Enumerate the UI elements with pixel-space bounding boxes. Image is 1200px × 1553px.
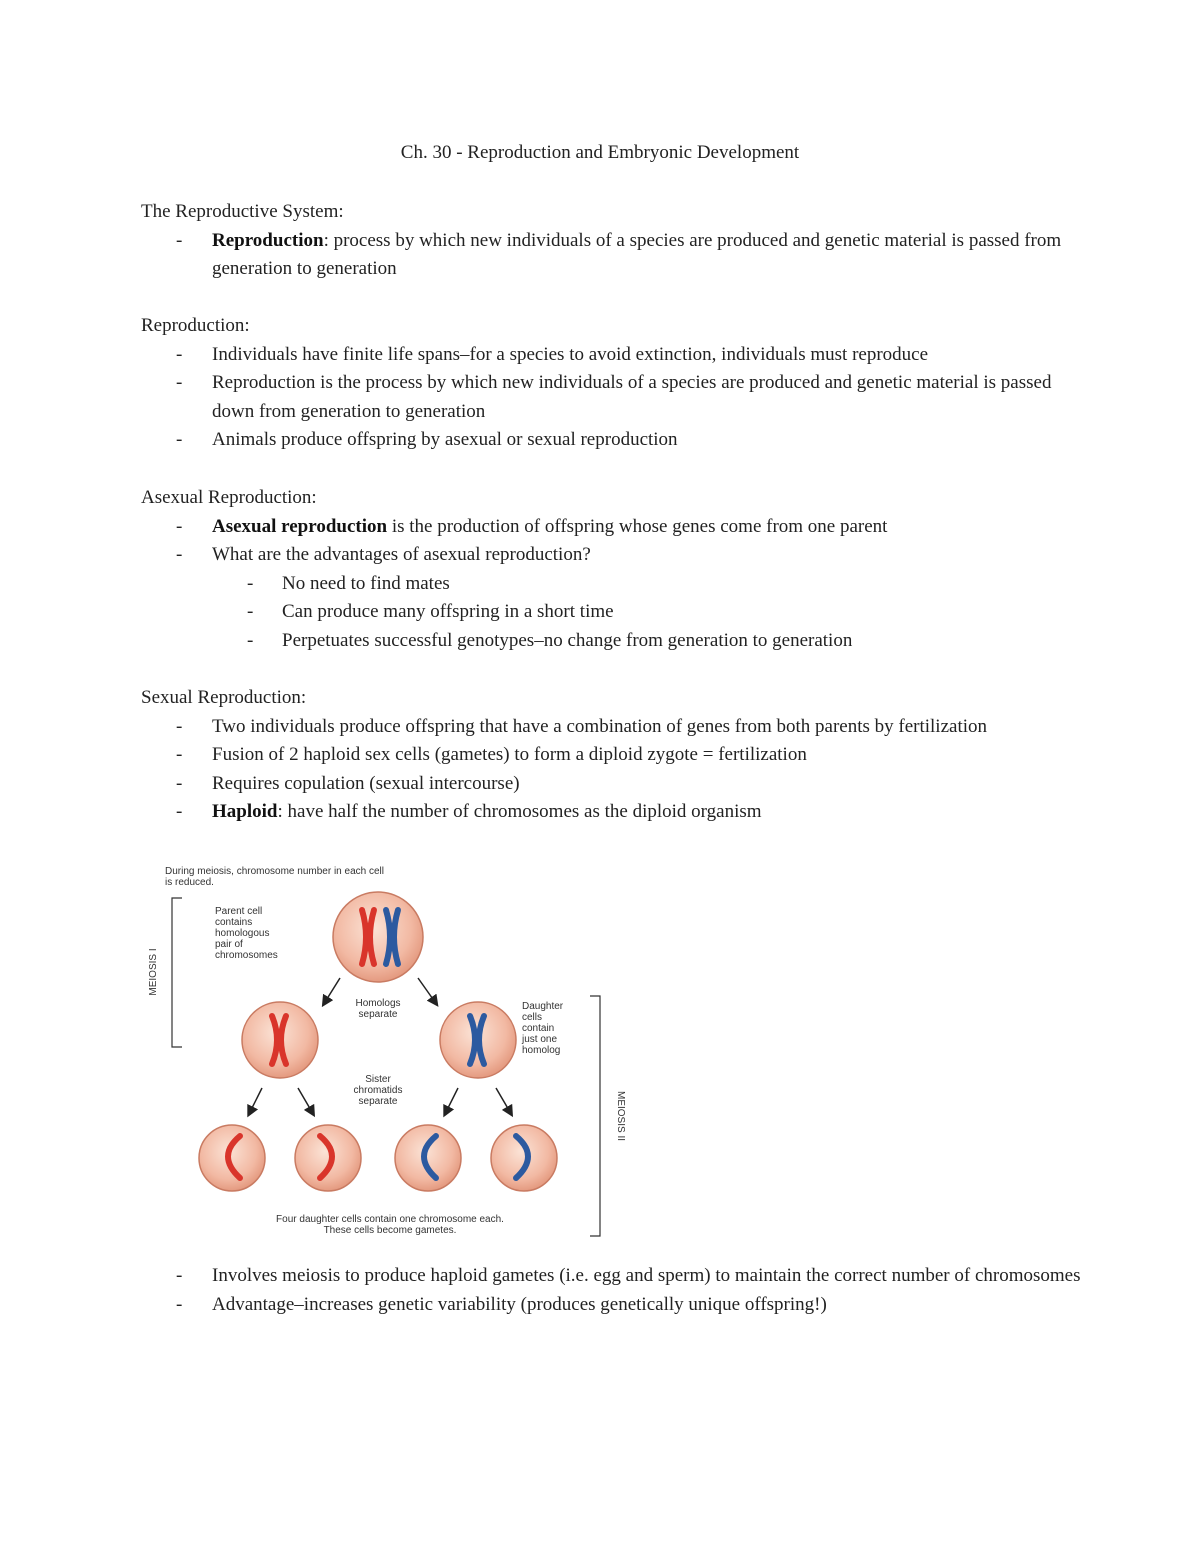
list-item-text: Reproduction is the process by which new individuals of a species are produced and genetic material is passed down from generation to generation [212, 372, 1052, 422]
list-item-text: Requires copulation (sexual intercourse) [212, 772, 520, 794]
figure-caption-bottom: Four daughter cells contain one chromosome each. [276, 1214, 504, 1225]
list-item [141, 1262, 1081, 1291]
meiosis-2-label: MEIOSIS II [615, 1090, 626, 1142]
section-heading: Sexual Reproduction: [141, 687, 307, 708]
dash-bullet: - [176, 372, 183, 394]
svg-text:Homologs: Homologs [355, 998, 401, 1009]
svg-text:just one: just one [522, 1034, 558, 1045]
gamete-cell-red-1 [199, 1125, 265, 1191]
gamete-cell-blue-2 [491, 1125, 557, 1191]
dash-bullet: - [247, 572, 254, 594]
svg-text:separate: separate [358, 1009, 398, 1020]
list-item [141, 369, 1081, 426]
daughter-cell-blue [440, 1002, 516, 1078]
term-bold: Haploid [212, 801, 278, 823]
svg-text:pair of: pair of [215, 939, 243, 950]
list-item-text: Two individuals produce offspring that have a combination of genes from both parents by fertilization [212, 715, 988, 737]
svg-text:chromatids: chromatids [353, 1085, 403, 1096]
list-item-text: Involves meiosis to produce haploid gametes (i.e. egg and sperm) to maintain the correct number of chromosomes [212, 1265, 1081, 1286]
homologs-label [355, 998, 400, 1020]
list-item [141, 426, 1081, 455]
figure-caption-top: During meiosis, chromosome number in each cell [165, 866, 384, 877]
svg-text:homolog: homolog [522, 1045, 561, 1056]
page-title: Ch. 30 - Reproduction and Embryonic Development [400, 142, 800, 163]
svg-text:Parent cell: Parent cell [215, 906, 263, 917]
dash-bullet: - [176, 429, 183, 451]
bullet-list [141, 1262, 1081, 1319]
arrow-icon [496, 1088, 510, 1112]
parent-cell-label [215, 906, 278, 961]
meiosis-1-label: MEIOSIS I [148, 948, 159, 996]
dash-bullet: - [247, 629, 254, 651]
meiosis-diagram [140, 860, 660, 1245]
list-item-text: Perpetuates successful genotypes–no change from generation to generation [282, 629, 853, 651]
list-item [141, 1291, 1081, 1320]
list-item [141, 770, 1081, 799]
svg-text:chromosomes: chromosomes [215, 950, 278, 961]
bullet-list [141, 713, 1081, 827]
svg-text:cells: cells [522, 1012, 543, 1023]
svg-text:Sister: Sister [365, 1074, 391, 1085]
section-sexual-continued [141, 1262, 1081, 1319]
bullet-list [141, 513, 1081, 656]
meiosis-2-bracket [590, 996, 600, 1236]
term-bold: Reproduction [212, 229, 324, 251]
list-item [141, 541, 1081, 570]
arrow-icon [250, 1088, 262, 1112]
definition-text: : process by which new individuals of a species are produced and genetic material is passed from generation to generation [212, 229, 1062, 280]
list-item-text: What are the advantages of asexual reproduction? [212, 544, 591, 566]
list-item-text: Animals produce offspring by asexual or sexual reproduction [212, 429, 678, 451]
daughter-cells-label [521, 1001, 564, 1056]
list-item-text: Individuals have finite life spans–for a species to avoid extinction, individuals must reproduce [212, 343, 929, 365]
list-item-text: No need to find mates [282, 572, 450, 594]
section-asexual [141, 484, 1081, 656]
section-heading: Reproduction: [141, 315, 250, 336]
dash-bullet: - [176, 544, 183, 566]
bullet-list [141, 341, 1081, 455]
list-item-text: Advantage–increases genetic variability (produces genetically unique offspring!) [212, 1293, 827, 1315]
dash-bullet: - [176, 343, 183, 365]
section-sexual [141, 684, 1081, 827]
svg-text:separate: separate [358, 1096, 398, 1107]
section-reproduction [141, 312, 1081, 455]
dash-bullet: - [176, 772, 183, 794]
term-bold: Asexual reproduction [212, 515, 388, 537]
sub-list-item [141, 570, 1081, 599]
arrow-icon [446, 1088, 458, 1112]
list-item [141, 341, 1081, 370]
section-heading: The Reproductive System: [141, 201, 344, 222]
svg-text:contain: contain [522, 1023, 555, 1034]
svg-text:contains: contains [215, 917, 253, 928]
meiosis-figure [140, 860, 660, 1245]
arrow-icon [298, 1088, 312, 1112]
list-item-text: Fusion of 2 haploid sex cells (gametes) to form a diploid zygote = fertilization [212, 744, 807, 766]
list-item [141, 513, 1081, 542]
dash-bullet: - [176, 715, 183, 737]
section-heading: Asexual Reproduction: [141, 487, 317, 508]
definition-text: is the production of offspring whose genes come from one parent [387, 515, 888, 537]
dash-bullet: - [176, 1265, 183, 1286]
dash-bullet: - [247, 601, 254, 623]
meiosis-1-bracket [172, 898, 182, 1047]
figure-caption-bottom: These cells become gametes. [323, 1225, 457, 1236]
sub-list-item [141, 598, 1081, 627]
dash-bullet: - [176, 515, 183, 537]
definition-text: : have half the number of chromosomes as the diploid organism [277, 801, 762, 823]
dash-bullet: - [176, 801, 183, 823]
list-item [141, 798, 1081, 827]
sub-list-item [141, 627, 1081, 656]
daughter-cell-red [242, 1002, 318, 1078]
gamete-cell-blue-1 [395, 1125, 461, 1191]
arrow-icon [325, 978, 340, 1002]
dash-bullet: - [176, 1293, 183, 1315]
figure-caption-top: is reduced. [165, 877, 214, 888]
parent-cell [333, 892, 423, 982]
list-item [141, 741, 1081, 770]
svg-text:Daughter: Daughter [522, 1001, 564, 1012]
bullet-list [141, 227, 1081, 284]
list-item [141, 227, 1081, 284]
gamete-cell-red-2 [295, 1125, 361, 1191]
sister-chromatids-label [354, 1074, 403, 1107]
list-item-text: Can produce many offspring in a short time [282, 601, 614, 623]
list-item [141, 713, 1081, 742]
dash-bullet: - [176, 744, 183, 766]
arrow-icon [418, 978, 435, 1002]
section-reproductive-system [141, 198, 1081, 284]
dash-bullet: - [176, 229, 183, 251]
svg-text:homologous: homologous [215, 928, 270, 939]
